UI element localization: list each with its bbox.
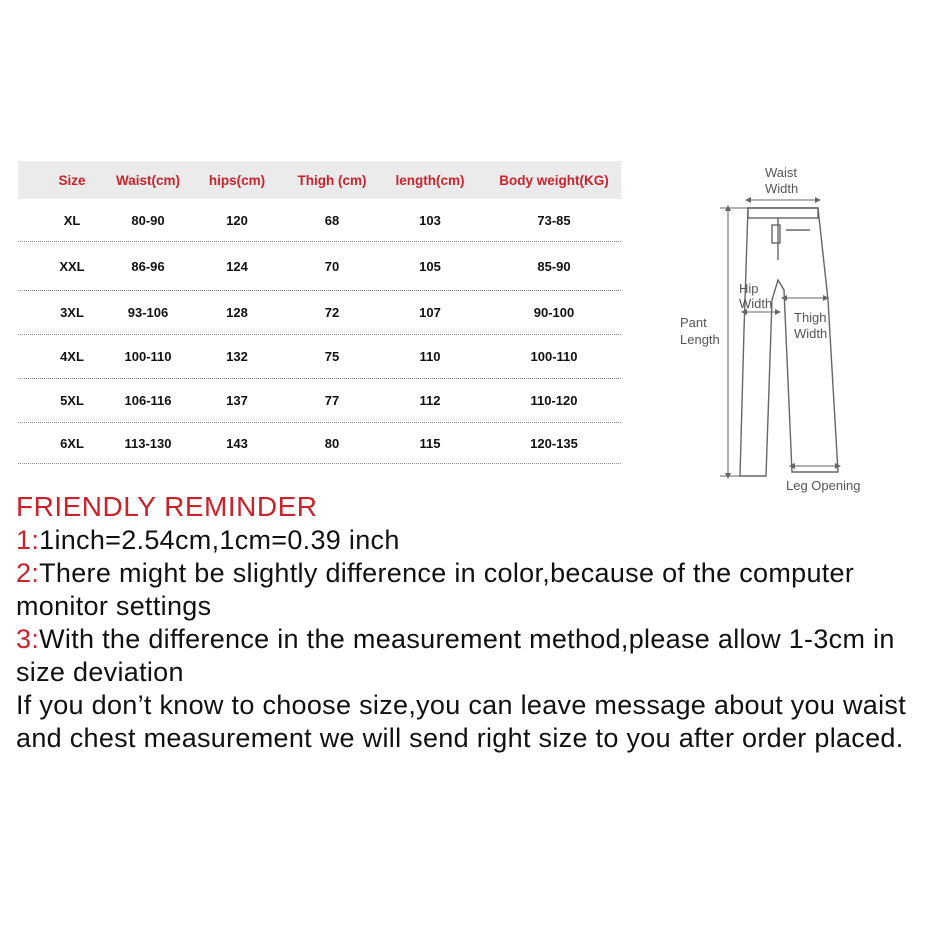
size-help-note: If you don’t know to choose size,you can leave message about you waist and chest measurement we will send right size to you after order placed.	[16, 690, 907, 753]
cell-thigh: 80	[324, 435, 340, 451]
cell-waist: 80-90	[131, 212, 165, 228]
reminder-text: 1inch=2.54cm,1cm=0.39 inch	[39, 525, 400, 555]
pant-length-label-1: Pant	[680, 315, 707, 330]
cell-length: 105	[419, 258, 441, 274]
thigh-width-label-1: Thigh	[794, 310, 827, 325]
cell-size: XL	[63, 212, 81, 228]
header-thigh: Thigh (cm)	[297, 172, 367, 188]
cell-thigh: 77	[324, 393, 340, 408]
cell-body-weight: 73-85	[537, 212, 571, 228]
header-body-weight: Body weight(KG)	[499, 172, 609, 188]
leg-opening-label: Leg Opening	[786, 478, 861, 493]
cell-length: 112	[419, 393, 441, 408]
hip-width-label-2: Width	[739, 296, 773, 311]
cell-waist: 106-116	[124, 393, 172, 408]
cell-waist: 113-130	[124, 435, 172, 451]
reminder-item-3	[16, 623, 946, 689]
reminder-number: 3:	[16, 624, 40, 654]
cell-size: 4XL	[60, 349, 84, 364]
cell-hips: 128	[226, 305, 248, 320]
cell-thigh: 72	[324, 305, 340, 320]
cell-body-weight: 100-110	[530, 349, 578, 364]
cell-length: 115	[419, 435, 441, 451]
size-table	[18, 161, 621, 464]
table-row	[18, 199, 621, 242]
cell-hips: 124	[226, 258, 248, 274]
cell-size: 5XL	[60, 393, 84, 408]
cell-thigh: 68	[324, 212, 340, 228]
waist-width-label-1: Waist	[765, 165, 798, 180]
table-row	[18, 335, 621, 379]
reminder-text: With the difference in the measurement method,please allow 1-3cm in size deviation	[16, 624, 895, 687]
pants-illustration	[660, 150, 900, 510]
table-row	[18, 379, 621, 423]
cell-body-weight: 90-100	[533, 305, 575, 320]
cell-length: 107	[419, 305, 441, 320]
cell-size: 3XL	[60, 305, 84, 320]
header-size: Size	[58, 172, 86, 188]
cell-hips: 120	[226, 212, 248, 228]
reminder-item-1	[16, 524, 946, 557]
pants-measurement-diagram	[660, 150, 900, 510]
thigh-width-label-2: Width	[794, 326, 828, 341]
cell-body-weight: 120-135	[530, 435, 578, 451]
cell-thigh: 75	[324, 349, 340, 364]
header-length: length(cm)	[395, 172, 465, 188]
hip-width-label-1: Hip	[739, 281, 759, 296]
reminder-item-2	[16, 557, 946, 623]
friendly-reminder	[16, 490, 946, 755]
table-row	[18, 242, 621, 291]
waist-width-label-2: Width	[765, 181, 799, 196]
cell-waist: 93-106	[127, 305, 169, 320]
cell-size: 6XL	[60, 435, 84, 451]
reminder-text: There might be slightly difference in color,because of the computer monitor settings	[16, 558, 855, 621]
pants-outline	[740, 208, 838, 476]
reminder-number: 1:	[16, 525, 40, 555]
pant-length-label-2: Length	[680, 332, 720, 347]
cell-hips: 132	[226, 349, 248, 364]
cell-body-weight: 85-90	[537, 258, 571, 274]
cell-waist: 100-110	[124, 349, 172, 364]
header-waist: Waist(cm)	[115, 172, 180, 188]
cell-length: 110	[419, 349, 441, 364]
cell-thigh: 70	[324, 258, 340, 274]
table-header	[18, 161, 621, 199]
table-row	[18, 291, 621, 335]
cell-length: 103	[419, 212, 441, 228]
reminder-number: 2:	[16, 558, 40, 588]
table-row	[18, 423, 621, 464]
cell-size: XXL	[59, 258, 85, 274]
cell-body-weight: 110-120	[530, 393, 578, 408]
reminder-title: FRIENDLY REMINDER	[16, 491, 318, 522]
cell-waist: 86-96	[131, 258, 165, 274]
header-hips: hips(cm)	[208, 172, 266, 188]
cell-hips: 143	[226, 435, 248, 451]
cell-hips: 137	[226, 393, 248, 408]
